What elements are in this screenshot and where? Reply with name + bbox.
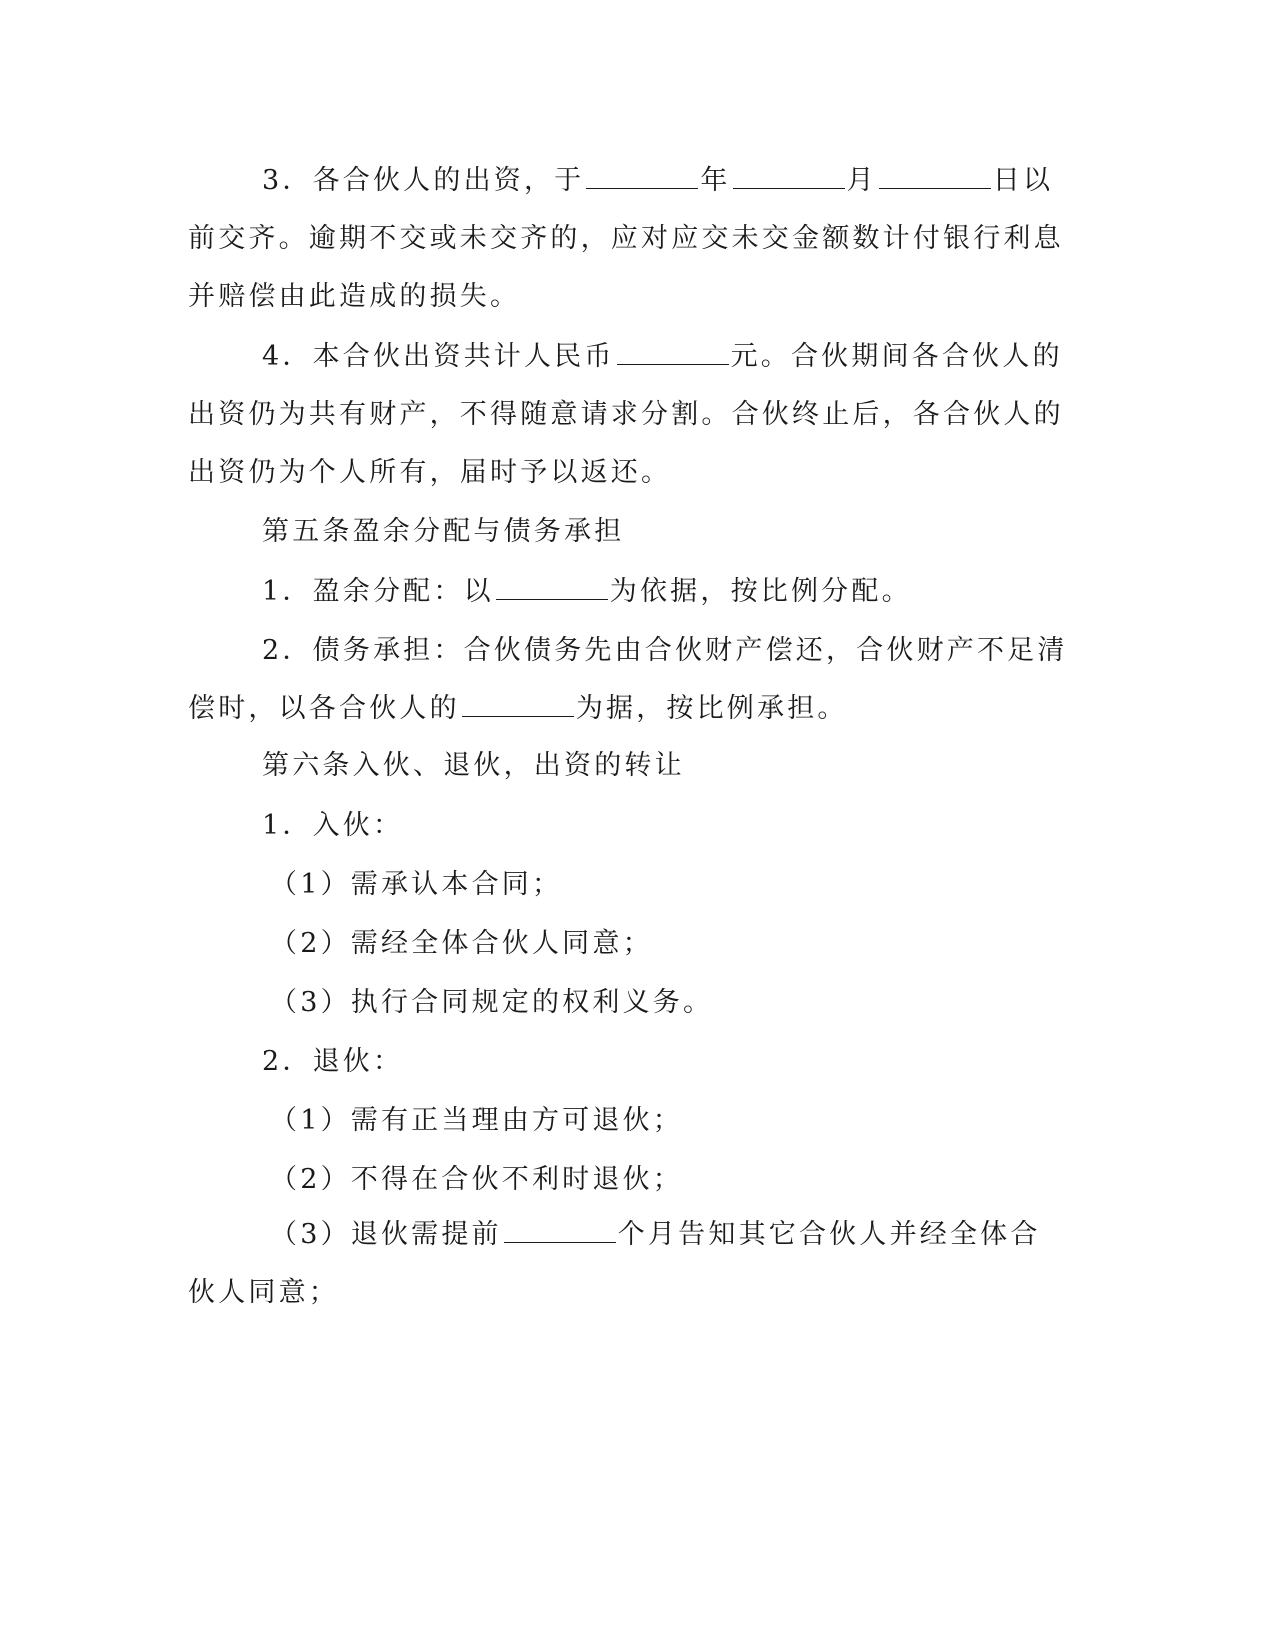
clause-debt-bearing: 2．债务承担：合伙债务先由合伙财产偿还，合伙财产不足清偿时，以各合伙人的 为据，按比例承担。 <box>188 635 1068 724</box>
joining-item: （3）执行合同规定的权利义务。 <box>270 987 714 1018</box>
clause-profit-distribution: 1．盈余分配：以 为依据，按比例分配。 <box>262 572 912 612</box>
clause-total-capital: 4．本合伙出资共计人民币 元。合伙期间各合伙人的出资仍为共有财产，不得随意请求分割。合伙终止后，各合伙人的出资仍为个人所有，届时予以返还。 <box>188 328 1068 502</box>
withdrawal-heading: 2．退伙： <box>262 1046 404 1077</box>
clause-capital-deadline: 3．各合伙人的出资，于 年 月 日以前交齐。逾期不交或未交齐的，应对应交未交金额数计付银行利息并赔偿由此造成的损失。 <box>188 152 1068 326</box>
article-6-title: 第六条入伙、退伙，出资的转让 <box>262 750 685 781</box>
joining-item: （2）需经全体合伙人同意； <box>270 928 653 959</box>
withdrawal-item: （2）不得在合伙不利时退伙； <box>270 1164 683 1195</box>
blank-notice-months <box>504 1216 616 1243</box>
blank-amount <box>617 338 729 365</box>
blank-year <box>586 162 698 189</box>
joining-heading: 1．入伙： <box>262 810 404 841</box>
article-5-title: 第五条盈余分配与债务承担 <box>262 516 625 547</box>
blank-debt-basis <box>462 690 574 717</box>
withdrawal-item-notice: （3）退伙需提前 个月告知其它合伙人并经全体合伙人同意； <box>188 1206 1068 1322</box>
blank-profit-basis <box>496 573 608 600</box>
withdrawal-item: （1）需有正当理由方可退伙； <box>270 1105 683 1136</box>
blank-month <box>733 162 845 189</box>
blank-day <box>879 162 991 189</box>
joining-item: （1）需承认本合同； <box>270 869 563 900</box>
